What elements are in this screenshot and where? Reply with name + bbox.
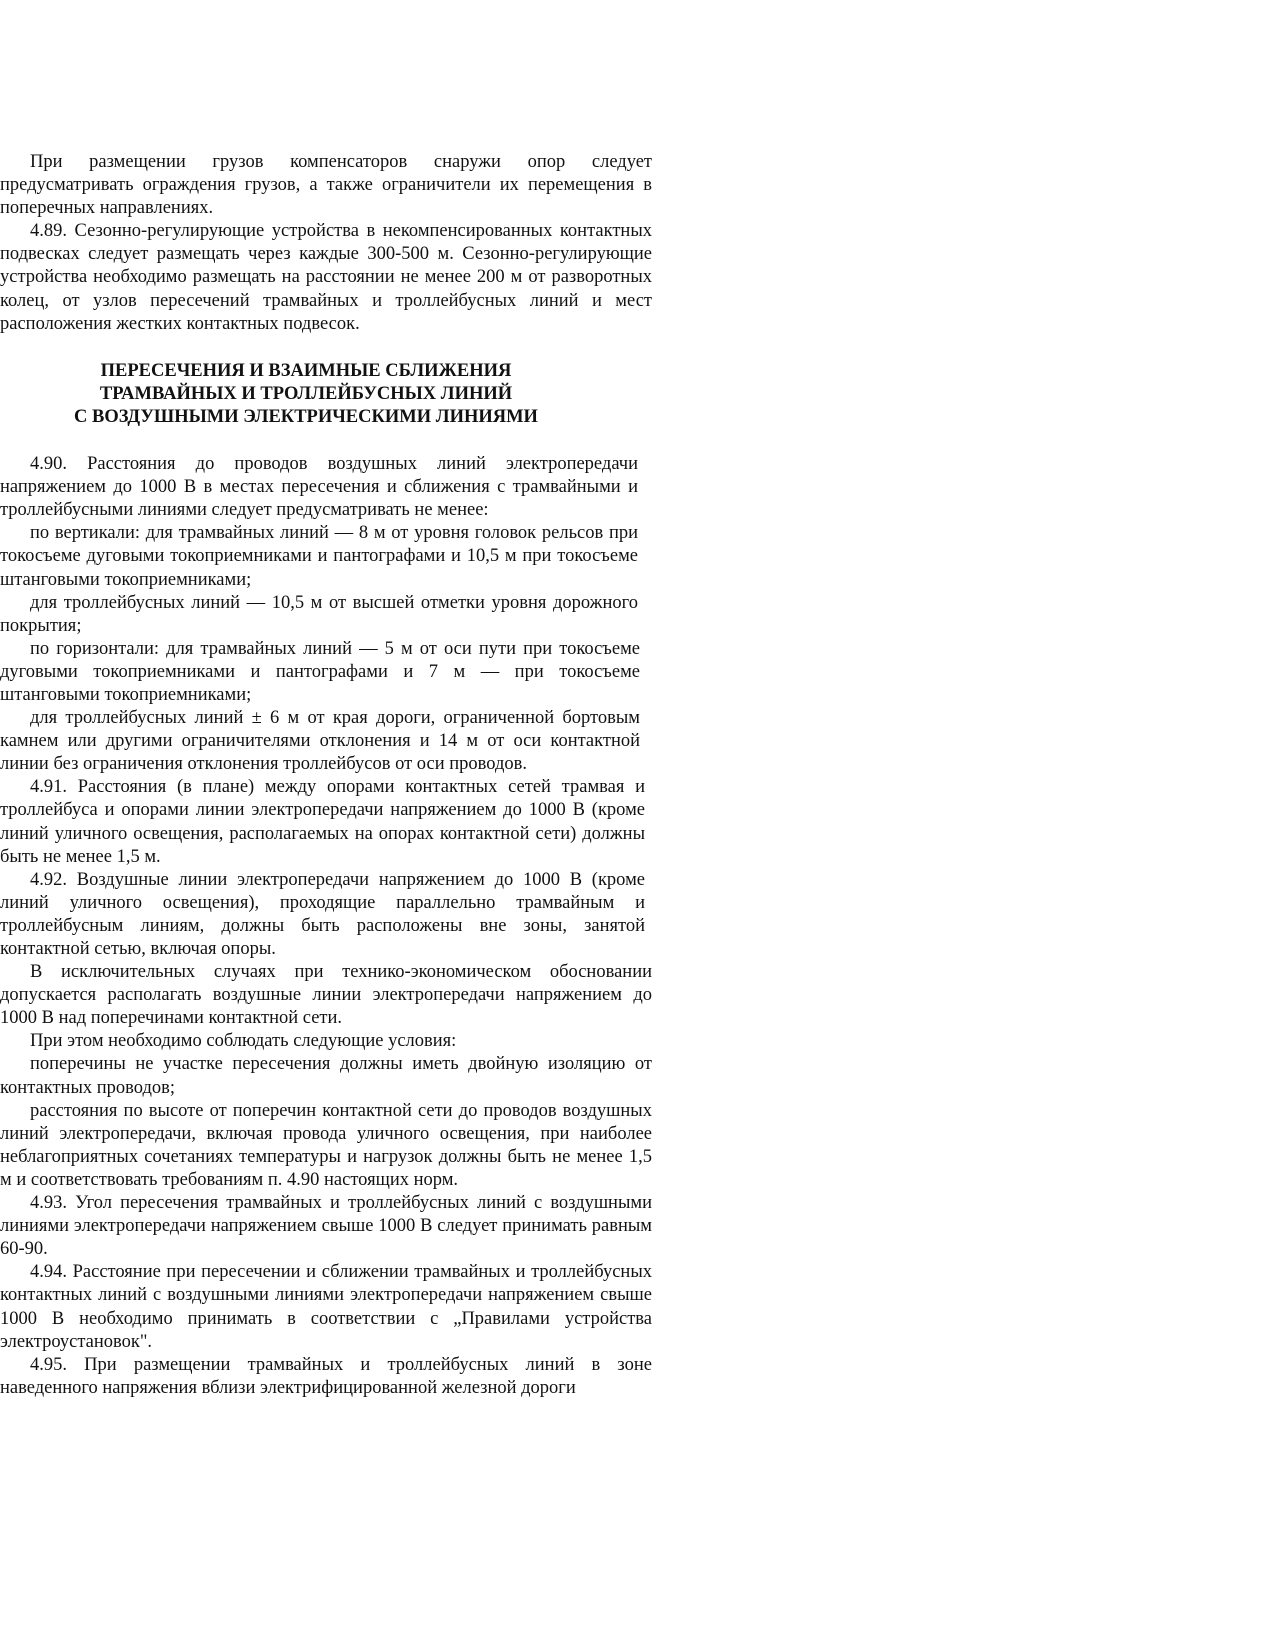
section-heading-line-2: ТРАМВАЙНЫХ И ТРОЛЛЕЙБУСНЫХ ЛИНИЙ: [99, 383, 513, 404]
document-column: [0, 151, 652, 1400]
paragraph-height-distances: расстояния по высоте от поперечин контактной сети до проводов воздушных линий электропередачи, включая провода уличного освещения, при наиболее неблагоприятных сочетаниях температуры и нагрузок должны быть не менее 1,5 м и соответствовать требованиям п. 4.90 настоящих норм.: [0, 1100, 652, 1190]
paragraph-counterweight-guards: При размещении грузов компенсаторов снаружи опор следует предусматривать ограждения грузов, а также ограничители их перемещения в поперечных направлениях.: [0, 152, 652, 219]
paragraph-horizontal-tram: по горизонтали: для трамвайных линий — 5 м от оси пути при токосъеме дуговыми токоприемниками и пантографами и 7 м — при токосъеме штанговыми токоприемниками;: [0, 638, 640, 705]
paragraph-horizontal-trolleybus: для троллейбусных линий ± 6 м от края дороги, ограниченной бортовым камнем или другими ограничителями отклонения и 14 м от оси контактной линии без ограничения отклонения троллейбусов от оси проводов.: [0, 708, 640, 775]
paragraph-conditions-intro: При этом необходимо соблюдать следующие условия:: [30, 1031, 457, 1052]
paragraph-4-93: 4.93. Угол пересечения трамвайных и троллейбусных линий с воздушными линиями электропередачи напряжением свыше 1000 В следует принимать равным 60-90.: [0, 1193, 652, 1260]
paragraph-4-92: 4.92. Воздушные линии электропередачи напряжением до 1000 В (кроме линий уличного освещения), проходящие параллельно трамвайным и троллейбусным линиям, должны быть расположены вне зоны, занятой контактной сетью, включая опоры.: [0, 869, 645, 959]
paragraph-4-94: 4.94. Расстояние при пересечении и сближении трамвайных и троллейбусных контактных линий с воздушными линиями электропередачи напряжением свыше 1000 В необходимо принимать в соответствии с „Правилами устройства электроустановок".: [0, 1262, 652, 1352]
paragraph-4-90: 4.90. Расстояния до проводов воздушных линий электропередачи напряжением до 1000 В в местах пересечения и сближения с трамвайными и троллейбусными линиями следует предусматривать не менее:: [0, 454, 638, 521]
paragraph-double-insulation: поперечины не участке пересечения должны иметь двойную изоляцию от контактных проводов;: [0, 1054, 652, 1098]
section-heading-line-1: ПЕРЕСЕЧЕНИЯ И ВЗАИМНЫЕ СБЛИЖЕНИЯ: [100, 360, 512, 381]
paragraph-4-91: 4.91. Расстояния (в плане) между опорами контактных сетей трамвая и троллейбуса и опорами линии электропередачи напряжением до 1000 В (кроме линий уличного освещения, располагаемых на опорах контактной сети) должны быть не менее 1,5 м.: [0, 777, 645, 867]
paragraph-vertical-trolleybus: для троллейбусных линий — 10,5 м от высшей отметки уровня дорожного покрытия;: [0, 592, 638, 636]
paragraph-vertical-tram: по вертикали: для трамвайных линий — 8 м от уровня головок рельсов при токосъеме дуговыми токоприемниками и пантографами и 10,5 м при токосъеме штанговыми токоприемниками;: [0, 523, 638, 590]
section-heading-line-3: С ВОЗДУШНЫМИ ЭЛЕКТРИЧЕСКИМИ ЛИНИЯМИ: [74, 406, 538, 427]
paragraph-4-95: 4.95. При размещении трамвайных и троллейбусных линий в зоне наведенного напряжения вблизи электрифицированной железной дороги: [0, 1354, 652, 1398]
section-heading: [0, 360, 612, 429]
paragraph-exceptional-cases: В исключительных случаях при технико-экономическом обосновании допускается располагать воздушные линии электропередачи напряжением до 1000 В над поперечинами контактной сети.: [0, 962, 652, 1029]
paragraph-4-89: 4.89. Сезонно-регулирующие устройства в некомпенсированных контактных подвесках следует размещать через каждые 300-500 м. Сезонно-регулирующие устройства необходимо размещать на расстоянии не менее 200 м от разворотных колец, от узлов пересечений трамвайных и троллейбусных линий и мест расположения жестких контактных подвесок.: [0, 221, 652, 334]
